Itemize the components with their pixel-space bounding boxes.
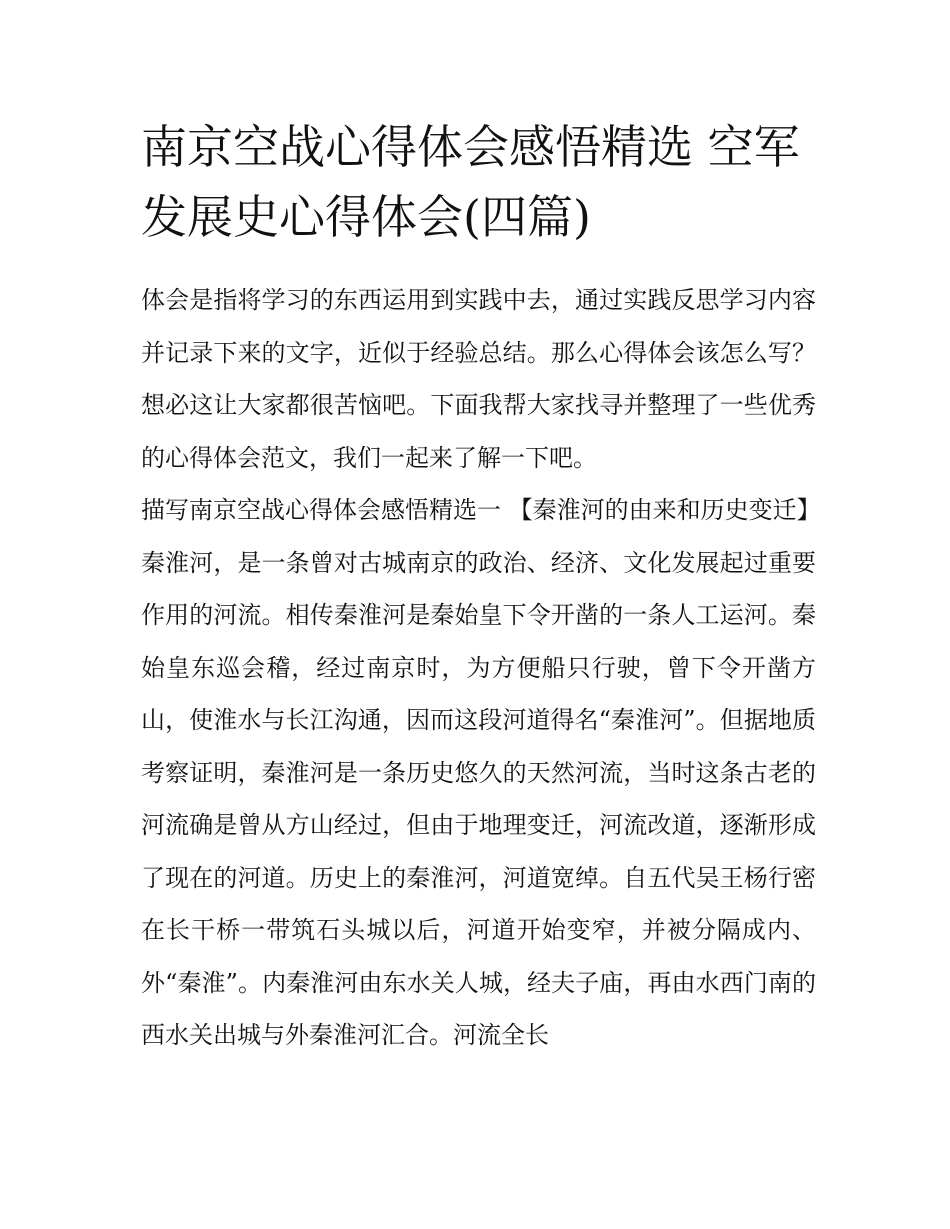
intro-paragraph: 体会是指将学习的东西运用到实践中去，通过实践反思学习内容并记录下来的文字，近似于经验总结。那么心得体会该怎么写？想必这让大家都很苦恼吧。下面我帮大家找寻并整理了一些优秀的心得体会范文，我们一起来了解一下吧。 [141,286,816,472]
body-paragraph: 秦淮河，是一条曾对古城南京的政治、经济、文化发展起过重要作用的河流。相传秦淮河是秦始皇下令开凿的一条人工运河。秦始皇东巡会稽，经过南京时，为方便船只行驶，曾下令开凿方山，使淮水与长江沟通，因而这段河道得名“秦淮河”。但据地质考察证明，秦淮河是一条历史悠久的天然河流，当时这条古老的河流确是曾从方山经过，但由于地理变迁，河流改道，逐渐形成了现在的河道。历史上的秦淮河，河道宽绰。自五代吴王杨行密在长干桥一带筑石头城以后，河道开始变窄，并被分隔成内、外“秦淮”。内秦淮河由东水关人城，经夫子庙，再由水西门南的西水关出城与外秦淮河汇合。河流全长 [141,548,816,1049]
document-title: 南京空战心得体会感悟精选 空军发展史心得体会(四篇) [141,120,800,244]
document-content [141,112,821,1062]
document-body [141,274,821,1062]
section-heading: 描写南京空战心得体会感悟精选一 【秦淮河的由来和历史变迁】 [141,496,821,524]
